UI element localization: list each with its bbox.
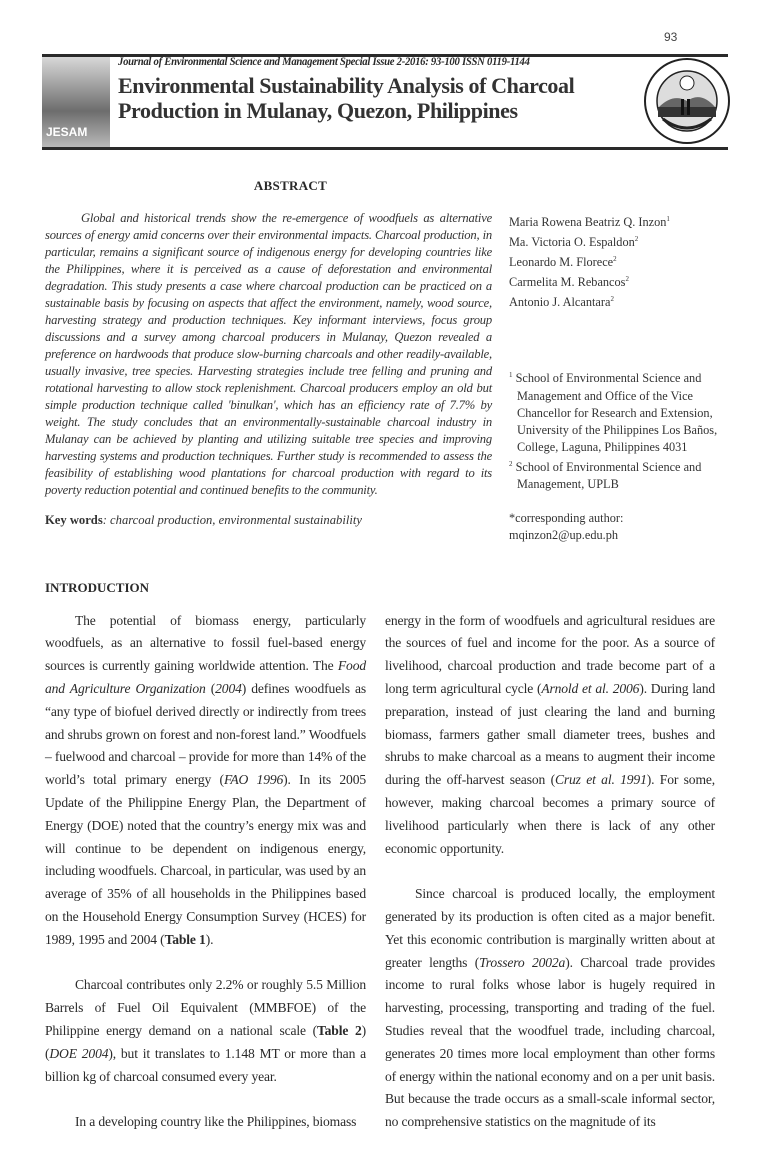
affiliation-text: School of Environmental Science and Management, UPLB xyxy=(515,459,702,491)
author-affil-mark: 1 xyxy=(666,215,670,223)
journal-cover-image xyxy=(42,57,110,147)
corresponding-label: *corresponding author: xyxy=(509,510,624,525)
table-reference: Table 1 xyxy=(164,931,206,947)
body-paragraph xyxy=(385,883,715,1134)
body-paragraph xyxy=(45,974,366,1088)
paragraph-text: ). During land preparation, instead of just clearing the land and burning biomass, farmers gather small diameter trees, bushes and shrubs to make charcoal as a means to augment their income during the off-harvest season ( xyxy=(385,681,716,788)
author-block xyxy=(509,178,725,544)
author-affil-mark: 2 xyxy=(610,295,614,304)
paragraph-text: Charcoal contributes only 2.2% or roughly 5.5 Million Barrels of Fuel Oil Equivalent (MMBFOE) of the Philippine energy demand on a national scale ( xyxy=(45,977,366,1038)
introduction-heading: INTRODUCTION xyxy=(45,579,150,595)
author-name: Antonio J. Alcantara xyxy=(509,295,611,310)
author xyxy=(509,231,725,251)
corresponding-email[interactable]: mqinzon2@up.edu.ph xyxy=(509,527,619,542)
affiliation xyxy=(509,456,725,493)
keywords-list: : charcoal production, environmental sustainability xyxy=(102,513,362,527)
author-name: Ma. Victoria O. Espaldon xyxy=(509,235,635,250)
paper-title xyxy=(118,73,640,123)
paragraph-text: Since charcoal is produced locally, the employment generated by its production is often cited as a major benefit. Yet this economic contribution is marginally written about at greater lengths ( xyxy=(385,886,715,970)
affiliation-mark: 1 xyxy=(509,371,513,380)
paragraph-text: ). Charcoal trade provides income to rural folks whose labor is hugely required in harvesting, processing, transporting and trading of the fuel. Studies reveal that the woodfuel trade, including charcoal, generates 20 times more local employment than other forms of energy within the national economy and on a per unit basis. But because the trade occurs as a small-scale informal sector, no comprehensive statistics on the magnitude of its xyxy=(385,954,715,1130)
paragraph-text: ) defines woodfuels as “any type of biofuel derived directly or indirectly from trees and shrubs grown on forest and non-forest land.” Woodfuels – fuelwood and charcoal – provide for more than 14% of the world’s total primary energy ( xyxy=(45,681,366,788)
keywords-label: Key words xyxy=(45,513,103,527)
journal-seal-logo xyxy=(643,57,731,145)
author-list xyxy=(509,211,725,311)
author-affil-mark: 2 xyxy=(625,275,629,284)
cover-label: JESAM xyxy=(46,125,88,139)
abstract-block xyxy=(45,178,492,528)
main-content xyxy=(45,178,725,1157)
citation-text: Trossero 2002a xyxy=(479,954,566,970)
header-bottom-rule xyxy=(42,147,728,150)
abstract-section xyxy=(45,178,725,544)
author-name: Leonardo M. Florece xyxy=(509,255,614,270)
citation-text: Arnold et al. 2006 xyxy=(541,681,640,697)
author xyxy=(509,271,725,291)
paragraph-text: In a developing country like the Philippines, biomass xyxy=(75,1114,357,1130)
body-columns xyxy=(45,610,725,1157)
citation-text: DOE 2004 xyxy=(49,1045,109,1061)
keywords xyxy=(45,513,492,528)
title-line-1: Environmental Sustainability Analysis of Charcoal xyxy=(118,73,575,98)
body-paragraph xyxy=(45,610,366,952)
title-line-2: Production in Mulanay, Quezon, Philippines xyxy=(118,98,518,123)
affiliation xyxy=(509,367,725,455)
paragraph-text: energy in the form of woodfuels and agricultural residues are the sources of fuel and income for the poor. As a source of livelihood, charcoal production and trade become part of a long term agricultural cycle ( xyxy=(385,612,715,697)
author xyxy=(509,211,725,231)
paragraph-text: ) ( xyxy=(45,1023,366,1061)
table-reference: Table 2 xyxy=(316,1023,362,1038)
paragraph-text: The potential of biomass energy, particularly woodfuels, as an alternative to fossil fuel-based energy sources is currently gaining worldwide attention. The xyxy=(45,612,366,674)
author-affil-mark: 2 xyxy=(634,235,639,244)
affiliations xyxy=(509,367,725,492)
author xyxy=(509,291,725,311)
journal-citation: Journal of Environmental Science and Management Special Issue 2-2016: 93-100 ISSN 0119-1144 xyxy=(118,56,530,68)
paragraph-text: ). For some, however, making charcoal becomes a primary source of livelihood particularly when there is lack of any other economic opportunity. xyxy=(385,772,716,856)
author xyxy=(509,251,725,271)
citation-text: Food and Agriculture Organization xyxy=(45,658,366,697)
affiliation-mark: 2 xyxy=(509,459,513,468)
author-name: Maria Rowena Beatriz Q. Inzon xyxy=(509,215,667,230)
author-name: Carmelita M. Rebancos xyxy=(509,275,626,290)
paragraph-text: ). In its 2005 Update of the Philippine Energy Plan, the Department of Energy (DOE) noted that the country’s energy mix was and will continue to be dependent on indigenous energy, including woodfuels. Charcoal, in particular, was used by an average of 35% of all households in the Philippines based on the Household Energy Consumption Survey (HCES) for 1989, 1995 and 2004 ( xyxy=(45,772,366,947)
page-number: 93 xyxy=(664,30,678,44)
paragraph-text: ), but it translates to 1.148 MT or more than a billion kg of charcoal consumed every year. xyxy=(45,1045,366,1084)
abstract-heading: ABSTRACT xyxy=(253,178,328,193)
left-column xyxy=(45,610,366,1157)
right-column xyxy=(385,610,715,1157)
affiliation-text: School of Environmental Science and Management and Office of the Vice Chancellor for Research and Extension, University of the Philippines Los Baños, College, Laguna, Philippines 4031 xyxy=(515,371,718,454)
body-paragraph xyxy=(385,610,715,861)
citation-text: Cruz et al. 1991 xyxy=(554,772,647,788)
citation-text: FAO 1996 xyxy=(223,772,284,788)
author-affil-mark: 2 xyxy=(613,255,617,264)
body-paragraph xyxy=(45,1111,366,1134)
paragraph-text: ). xyxy=(205,931,214,947)
corresponding-author xyxy=(509,510,725,544)
paragraph-text: ( xyxy=(205,681,216,697)
citation-text: 2004 xyxy=(215,681,242,697)
abstract-text: Global and historical trends show the re-emergence of woodfuels as alternative sources of energy amid concerns over their environmental impacts. Charcoal production, in particular, remains a significant source of indigenous energy for developing countries like the Philippines, where it is perceived as a cause of deforestation and environmental degradation. This study presents a case where charcoal production can be practiced on a sustainable basis by focusing on aspects that affect the environment, namely, wood source, harvesting strategy and production techniques. Key informant interviews, focus group discussions and a survey among charcoal producers in Mulanay, Quezon revealed a preference on hardwoods that produce slow-burning charcoals and other readily-available, usually invasive, tree species. Harvesting strategies include tree felling and pruning and rotational harvesting to allow stock replenishment. Charcoal producers employ an old but simple production technique called 'binulkan', which has an efficiency rate of 7.7% by weight. The study concludes that an environmentally-sustainable charcoal industry in Mulanay can be achieved by planting and utilizing suitable tree species and improving harvesting systems and production techniques. Further study is recommended to assess the feasibility of establishing wood plantations for charcoal production with regard to its poverty reduction potential and continued benefits to the community. xyxy=(45,211,492,497)
